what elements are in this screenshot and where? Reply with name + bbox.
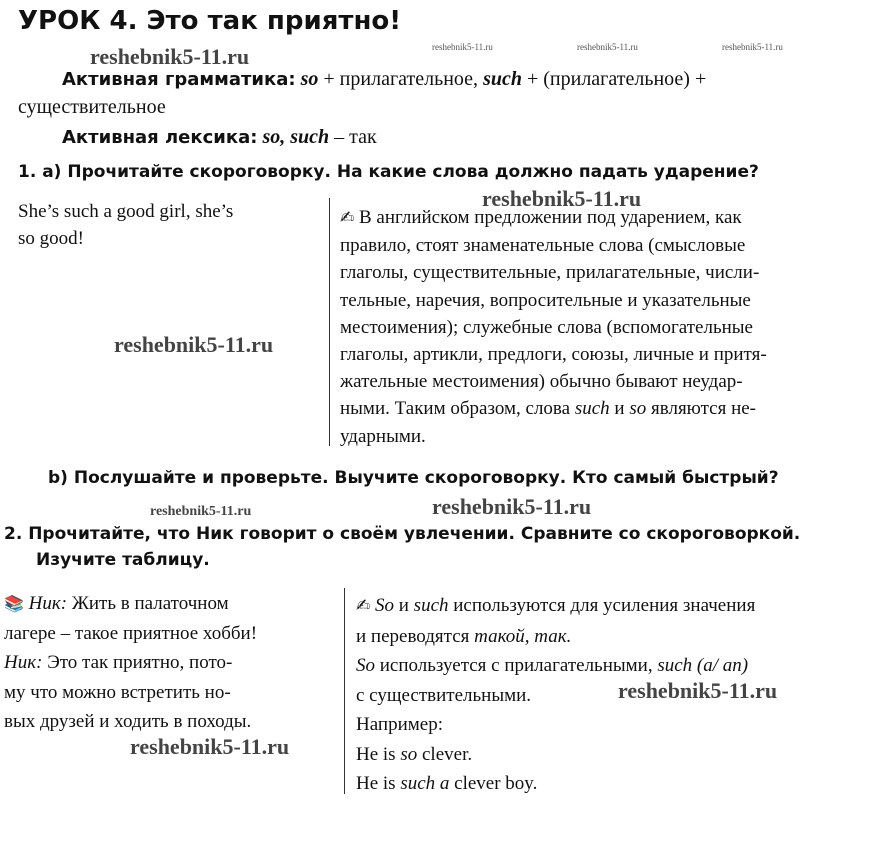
note-text: используются для усиления значения — [448, 595, 756, 616]
note-such: such — [574, 398, 610, 420]
task-2-heading: 2. Прочитайте, что Ник говорит о своём увлечении. Сравните со скороговоркой. — [4, 524, 801, 544]
watermark: reshebnik5-11.ru — [618, 678, 778, 703]
note-text: Например: — [356, 714, 443, 735]
divider — [329, 198, 330, 446]
twister-line: She’s such a good girl, she’s — [18, 201, 234, 222]
nick-text: Это так приятно, пото- — [42, 652, 233, 673]
nick-text: Жить в палаточном — [67, 593, 229, 614]
speaker-label: Ник: — [28, 593, 68, 614]
note-line: местоимения); служебные слова (вспомогательные — [340, 316, 753, 338]
active-grammar — [62, 68, 706, 91]
note-text: и — [394, 595, 414, 616]
note-such: such (a/ an) — [657, 655, 749, 676]
note-text: ными. Таким образом, слова — [340, 398, 575, 420]
divider — [344, 588, 345, 794]
speaker-label: Ник: — [4, 652, 43, 673]
grammar-plus1: + прилагательное, — [318, 68, 484, 90]
note-text: и переводятся — [356, 625, 475, 647]
lexis-words: so, such — [262, 126, 330, 148]
book-icon: 📚 — [4, 594, 24, 613]
example-line — [356, 769, 866, 799]
active-lexis — [62, 126, 377, 149]
pencil-icon: ✍ — [356, 596, 371, 616]
note-text: с существительными. — [356, 684, 532, 706]
note-line: В английском предложении под ударением, как — [354, 207, 742, 228]
example-such: such a — [400, 773, 450, 794]
grammar-label: Активная грамматика: — [62, 69, 296, 90]
task-2-heading-line2: Изучите таблицу. — [36, 550, 210, 570]
watermark: reshebnik5-11.ru — [722, 42, 783, 52]
note-line: правило, стоят знаменательные слова (смысловые — [340, 235, 746, 257]
note-so: So — [375, 595, 394, 616]
example-so: so — [400, 743, 418, 765]
note-text: являются не- — [646, 398, 757, 420]
note-text: clever. — [417, 743, 473, 765]
note-line: ударными. — [340, 425, 426, 447]
watermark: reshebnik5-11.ru — [482, 186, 642, 211]
nick-quote — [4, 589, 334, 737]
lexis-meaning: – так — [329, 126, 377, 148]
note-line — [340, 395, 860, 422]
example-line — [356, 740, 866, 770]
tongue-twister — [18, 198, 318, 252]
note-so: so — [629, 398, 647, 420]
task-1b-heading: b) Послушайте и проверьте. Выучите скороговорку. Кто самый быстрый? — [48, 468, 779, 488]
so-such-note — [356, 591, 866, 799]
note-so: So — [356, 655, 375, 676]
note-text: clever boy. — [449, 773, 538, 794]
note-line: глаголы, существительные, прилагательные, числи- — [340, 262, 760, 284]
lexis-label: Активная лексика: — [62, 127, 258, 148]
note-translation: такой, так. — [474, 625, 572, 647]
watermark: reshebnik5-11.ru — [432, 494, 592, 519]
watermark: reshebnik5-11.ru — [577, 42, 638, 52]
note-line: глаголы, артикли, предлоги, союзы, личные и притя- — [340, 344, 767, 366]
grammar-such: such — [483, 68, 522, 90]
task-1a-heading: 1. a) Прочитайте скороговорку. На какие слова должно падать ударение? — [18, 162, 759, 182]
pencil-icon: ✍ — [340, 208, 355, 228]
note-text: He is — [356, 773, 401, 794]
watermark: reshebnik5-11.ru — [90, 44, 250, 69]
nick-text: му что можно встретить но- — [4, 681, 231, 703]
note-line: тельные, наречия, вопросительные и указательные — [340, 289, 751, 311]
note-text: используется с прилагательными, — [375, 655, 658, 676]
note-line: жательные местоимения) обычно бывают неудар- — [340, 371, 743, 393]
grammar-line2: существительное — [18, 96, 166, 118]
stress-note — [340, 204, 860, 450]
nick-text: лагере – такое приятное хобби! — [4, 622, 258, 644]
grammar-plus2: + (прилагательное) + — [521, 68, 707, 90]
note-text: He is — [356, 743, 401, 765]
note-text: и — [609, 398, 630, 420]
watermark: reshebnik5-11.ru — [432, 42, 493, 52]
note-such: such — [413, 595, 449, 616]
watermark: reshebnik5-11.ru — [150, 504, 252, 519]
nick-text: вых друзей и ходить в походы. — [4, 711, 252, 732]
grammar-so: so — [300, 68, 319, 90]
watermark: reshebnik5-11.ru — [130, 734, 290, 759]
lesson-title: УРОК 4. Это так приятно! — [18, 6, 402, 36]
watermark: reshebnik5-11.ru — [114, 332, 274, 357]
twister-line: so good! — [18, 228, 84, 250]
